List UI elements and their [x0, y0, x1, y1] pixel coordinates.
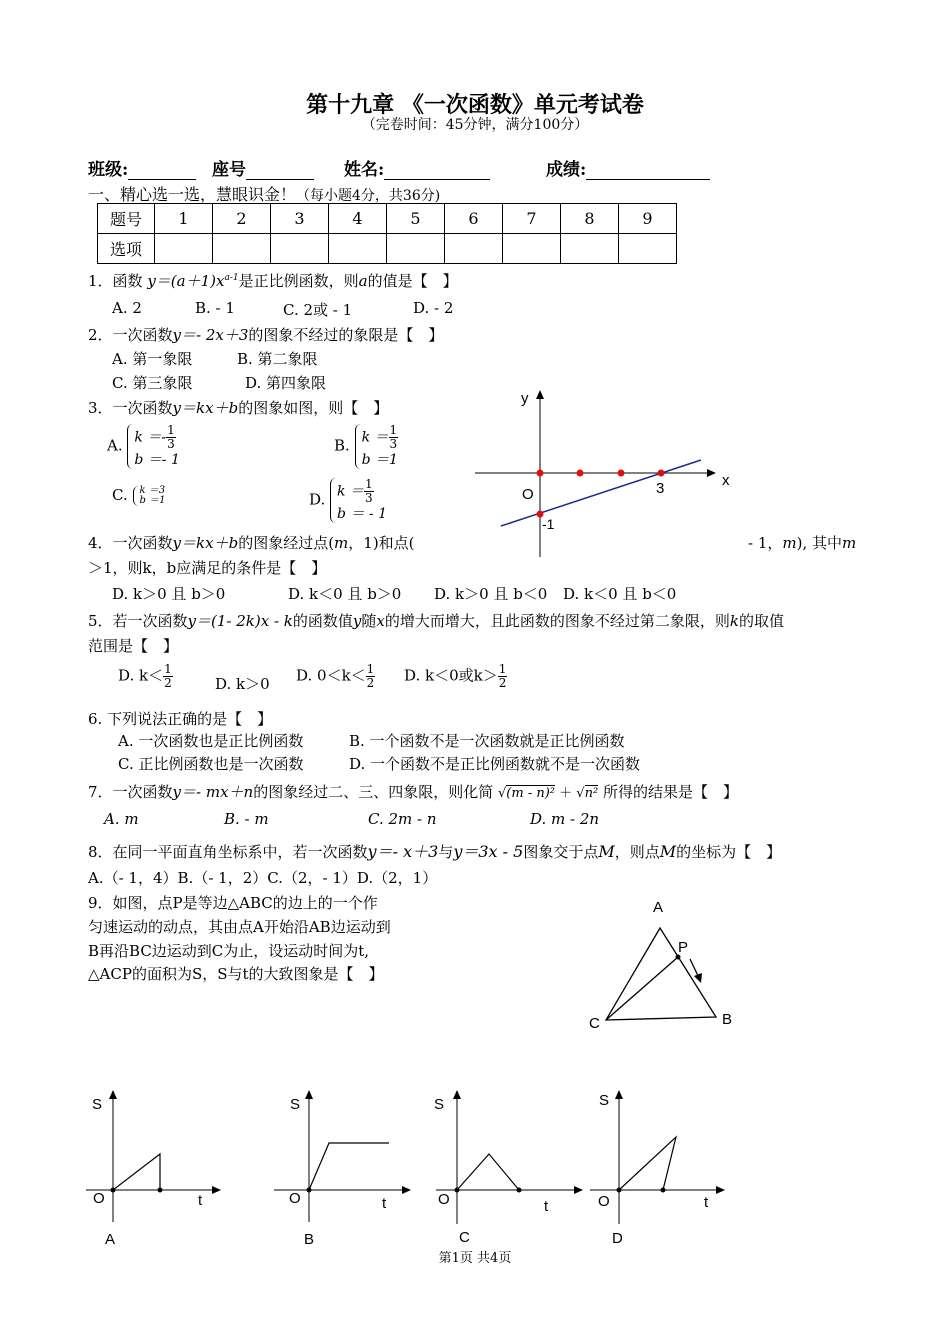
q3-option-a: A. k ＝- $\frac{1}{3}$ b ＝- 1 [107, 423, 180, 468]
question-9-line1: 9．如图，点P是等边△ABC的边上的一个作 [88, 894, 378, 912]
segment-cp [606, 957, 678, 1020]
q7-option-d: D. m - 2n [530, 810, 600, 828]
option-label: B [304, 1231, 315, 1248]
section-heading: 一、精心选一选，慧眼识金！（每小题4分，共36分) [88, 185, 441, 204]
t-label: t [198, 1192, 203, 1209]
vertex-a-label: A [653, 899, 664, 916]
q2-option-d: D. 第四象限 [245, 374, 327, 392]
q6-option-b: B. 一个函数不是一次函数就是正比例函数 [349, 732, 625, 750]
point-marker [577, 470, 584, 477]
q5-option-b: D. k＞0 [215, 675, 270, 693]
q6-option-a: A. 一次函数也是正比例函数 [118, 732, 304, 750]
answer-cell[interactable] [155, 234, 213, 264]
page-footer: 第1页 共4页 [438, 1251, 512, 1266]
answer-cell[interactable] [213, 234, 271, 264]
q3-option-c: C. k ＝3 b ＝1 [112, 485, 166, 506]
point-marker [455, 1188, 460, 1193]
answer-cell[interactable] [561, 234, 619, 264]
s-label: S [434, 1096, 445, 1113]
option-label: D [612, 1230, 623, 1247]
table-cell: 4 [329, 204, 387, 234]
q2-option-c: C. 第三象限 [112, 374, 193, 392]
motion-arrow-head [694, 973, 702, 983]
point-p-label: P [678, 939, 689, 956]
origin-label: O [522, 486, 534, 503]
answer-cell[interactable] [387, 234, 445, 264]
question-1-stem: 1．函数 $y=(a+1)x^{a-1}$是正比例函数，则a的值是【 】 [88, 272, 458, 290]
question-9-line4: △ACP的面积为S，S与t的大致图象是【 】 [88, 965, 384, 983]
fraction: $\frac{1}{2}$ [366, 662, 375, 690]
s-label: S [599, 1092, 610, 1109]
name-label: 姓名: [344, 160, 385, 180]
q5-option-c: D. 0＜k＜ $\frac{1}{2}$ [296, 662, 375, 690]
answer-table [97, 203, 677, 264]
class-label: 班级: [88, 160, 129, 180]
brace-system: k ＝ $\frac{1}{3}$ b ＝ - 1 [330, 478, 387, 523]
answer-table-answer-row [98, 234, 677, 264]
table-cell: 6 [445, 204, 503, 234]
q7-option-b: B. - m [224, 810, 269, 828]
answer-table-header-row [98, 204, 677, 234]
origin-label: O [438, 1191, 450, 1208]
page-title: 第十九章 《一次函数》单元考试卷 [306, 92, 644, 118]
fraction: $\frac{1}{3}$ [389, 423, 398, 451]
origin-label: O [598, 1193, 610, 1210]
t-label: t [544, 1198, 549, 1215]
table-row-label: 选项 [98, 234, 155, 264]
q6-option-d: D. 一个函数不是正比例函数就不是一次函数 [349, 755, 641, 773]
t-label: t [382, 1195, 387, 1212]
point-marker [537, 470, 544, 477]
q1-option-c: C. 2或 - 1 [283, 301, 353, 319]
seat-blank[interactable] [246, 161, 314, 180]
answer-cell[interactable] [329, 234, 387, 264]
option-d-graph [584, 1085, 744, 1250]
origin-label: O [93, 1190, 105, 1207]
question-5-stem: 5．若一次函数y＝(1- 2k)x - k的函数值y随x的增大而增大，且此函数的图象不经过第二象限，则k的取值 [88, 612, 785, 630]
page-subtitle: （完卷时间：45分钟，满分100分） [361, 117, 589, 133]
fraction: $\frac{1}{2}$ [498, 662, 507, 690]
table-cell: 7 [503, 204, 561, 234]
point-marker [517, 1188, 522, 1193]
table-cell: 2 [213, 204, 271, 234]
question-7-stem: 7．一次函数y＝- mx＋n的图象经过二、三、四象限，则化简 √(m - n)² ＋ √n² 所得的结果是【 】 [88, 783, 738, 801]
x-tick-label: 3 [656, 480, 665, 497]
question-4-line2: ＞1，则k，b应满足的条件是【 】 [88, 559, 327, 577]
point-marker [111, 1188, 116, 1193]
question-9-line3: B再沿BC边运动到C为止，设运动时间为t, [88, 942, 370, 960]
fraction: $\frac{1}{3}$ [364, 477, 373, 505]
q1-option-d: D. - 2 [413, 299, 454, 317]
q4-option-b: D. k＜0 且 b＞0 [288, 585, 402, 603]
seat-label: 座号 [212, 160, 246, 180]
name-field [344, 155, 490, 180]
point-marker [307, 1188, 312, 1193]
answer-cell[interactable] [271, 234, 329, 264]
s-label: S [92, 1096, 103, 1113]
point-marker [658, 470, 665, 477]
score-label: 成绩: [546, 160, 587, 180]
table-cell: 5 [387, 204, 445, 234]
q7-option-a: A. m [104, 810, 139, 828]
question-4-stem-end: - 1，m), 其中m [748, 534, 857, 552]
y-tick-label: -1 [542, 516, 555, 532]
q5-option-d: D. k＜0或k＞ $\frac{1}{2}$ [404, 662, 507, 690]
curve-c [457, 1154, 519, 1190]
radical-expression: √(m - n)² ＋ √n² [498, 786, 599, 801]
vertex-b-label: B [722, 1011, 733, 1028]
point-marker [661, 1188, 666, 1193]
point-marker [618, 470, 625, 477]
option-label: C [459, 1229, 470, 1246]
seat-field [212, 155, 314, 180]
q3-option-d: D. k ＝ $\frac{1}{3}$ b ＝ - 1 [309, 477, 387, 522]
point-marker [158, 1188, 163, 1193]
question-2-stem: 2．一次函数y＝- 2x＋3的图象不经过的象限是【 】 [88, 326, 444, 344]
point-marker [617, 1188, 622, 1193]
name-blank[interactable] [384, 161, 490, 180]
q1-option-b: B. - 1 [195, 299, 235, 317]
question-6-stem: 6. 下列说法正确的是【 】 [88, 710, 273, 728]
option-c-graph [430, 1085, 590, 1250]
vertex-c-label: C [589, 1015, 600, 1032]
score-field [546, 155, 710, 180]
option-a-graph [80, 1085, 240, 1250]
s-label: S [290, 1096, 301, 1113]
question-8-stem: 8．在同一平面直角坐标系中，若一次函数y＝- x＋3与y＝3x - 5图象交于点M，则点M的坐标为【 】 [88, 842, 782, 861]
curve-a [113, 1154, 160, 1190]
table-cell: 8 [561, 204, 619, 234]
q8-options: A.（- 1，4）B.（- 1，2）C.（2，- 1）D.（2，1） [88, 869, 438, 887]
score-blank[interactable] [586, 161, 710, 180]
q3-coordinate-graph [465, 385, 745, 565]
fraction: $\frac{1}{3}$ [167, 423, 175, 451]
q4-option-a: D. k＞0 且 b＞0 [112, 585, 226, 603]
table-cell: 3 [271, 204, 329, 234]
x-axis-label: x [722, 472, 730, 489]
table-row-label: 题号 [98, 204, 155, 234]
curve-d [619, 1137, 676, 1190]
table-cell: 1 [155, 204, 213, 234]
answer-cell[interactable] [503, 234, 561, 264]
t-label: t [704, 1194, 709, 1211]
triangle-figure [580, 892, 760, 1042]
option-b-graph [268, 1085, 428, 1250]
origin-label: O [289, 1190, 301, 1207]
fraction: $\frac{1}{2}$ [164, 662, 172, 690]
q2-option-a: A. 第一象限 [112, 350, 193, 368]
option-label: A [105, 1231, 116, 1248]
answer-cell[interactable] [445, 234, 503, 264]
brace-system: k ＝ $\frac{1}{3}$ b ＝1 [355, 424, 399, 469]
class-field [88, 155, 196, 180]
brace-system: k ＝3 b ＝1 [133, 486, 166, 506]
question-4-stem: 4．一次函数y＝kx＋b的图象经过点(m，1)和点( [88, 534, 415, 552]
q4-option-d: D. k＜0 且 b＜0 [563, 585, 677, 603]
table-cell: 9 [619, 204, 677, 234]
q7-option-c: C. 2m - n [368, 810, 437, 828]
q4-option-c: D. k＞0 且 b＜0 [434, 585, 548, 603]
question-9-line2: 匀速运动的动点，其由点A开始沿AB边运动到 [88, 918, 391, 936]
q2-option-b: B. 第二象限 [237, 350, 318, 368]
question-3-stem: 3．一次函数y＝kx＋b的图象如图，则【 】 [88, 399, 389, 417]
curve-b [309, 1143, 389, 1190]
question-5-line2: 范围是【 】 [88, 637, 179, 655]
q3-option-b: B. k ＝ $\frac{1}{3}$ b ＝1 [334, 423, 398, 468]
q1-option-a: A. 2 [112, 299, 142, 317]
answer-cell[interactable] [619, 234, 677, 264]
q5-option-a: D. k＜ $\frac{1}{2}$ [118, 662, 172, 690]
y-axis-label: y [521, 390, 529, 407]
q6-option-c: C. 正比例函数也是一次函数 [118, 755, 304, 773]
brace-system: k ＝- $\frac{1}{3}$ b ＝- 1 [127, 424, 180, 469]
class-blank[interactable] [128, 161, 196, 180]
